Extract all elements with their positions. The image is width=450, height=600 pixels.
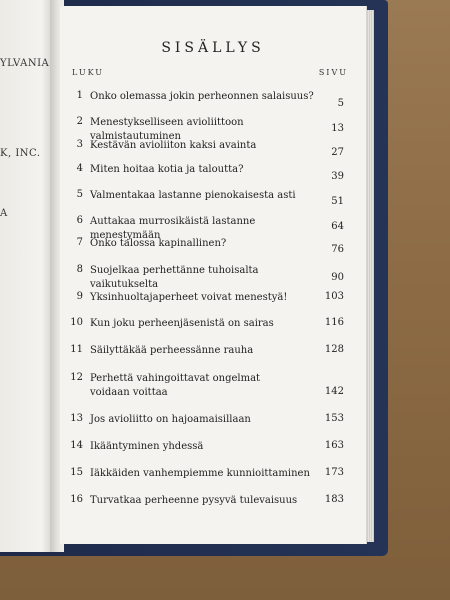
chapter-title: Menestykselliseen avioliittoon valmistautuminen — [90, 117, 244, 142]
left-page-fragment: A — [0, 208, 8, 219]
left-page-fragment: K, INC. — [0, 148, 41, 159]
chapter-number: 10 — [70, 317, 83, 328]
page-title: SISÄLLYS — [161, 40, 265, 56]
chapter-title: Säilyttäkää perheessänne rauha — [90, 345, 254, 356]
chapter-number: 16 — [70, 494, 83, 505]
page-number: 13 — [331, 123, 344, 134]
chapter-title: Onko talossa kapinallinen? — [90, 238, 227, 249]
page-edges — [366, 10, 374, 542]
chapter-title: Perhettä vahingoittavat ongelmat — [90, 373, 261, 384]
chapter-column-heading: LUKU — [72, 68, 105, 77]
chapter-number: 3 — [76, 139, 83, 150]
page-number: 173 — [324, 467, 344, 478]
chapter-title: Auttakaa murrosikäistä lastanne menestymään — [90, 216, 256, 241]
chapter-number: 11 — [70, 344, 83, 355]
chapter-number: 13 — [70, 413, 83, 424]
page-number: 183 — [324, 494, 344, 505]
chapter-title: Jos avioliitto on hajoamaisillaan — [90, 414, 251, 425]
chapter-number: 4 — [76, 163, 83, 174]
chapter-number: 12 — [70, 372, 83, 383]
chapter-number: 2 — [76, 116, 83, 127]
left-page — [0, 0, 52, 552]
page-number: 142 — [324, 386, 344, 397]
page-number: 90 — [331, 272, 344, 283]
chapter-title-continued: voidaan voittaa — [90, 387, 168, 398]
chapter-number: 5 — [76, 189, 83, 200]
chapter-title: Onko olemassa jokin perheonnen salaisuus? — [90, 91, 314, 102]
chapter-title: Ikääntyminen yhdessä — [90, 441, 204, 452]
page-number: 128 — [324, 344, 344, 355]
page-number: 153 — [324, 413, 344, 424]
page-number: 76 — [331, 244, 344, 255]
page-number: 103 — [324, 291, 344, 302]
contents-page — [60, 6, 367, 544]
chapter-title: Yksinhuoltajaperheet voivat menestyä! — [90, 292, 288, 303]
page-number: 27 — [331, 147, 344, 158]
page-number: 51 — [331, 196, 344, 207]
chapter-number: 9 — [76, 291, 83, 302]
chapter-title: Valmentakaa lastanne pienokaisesta asti — [90, 190, 296, 201]
chapter-title: Turvatkaa perheenne pysyvä tulevaisuus — [90, 495, 298, 506]
chapter-number: 15 — [70, 467, 83, 478]
chapter-title: Miten hoitaa kotia ja taloutta? — [90, 164, 244, 175]
left-page-fragment: YLVANIA — [0, 58, 50, 69]
page-number: 116 — [324, 317, 344, 328]
page-number: 64 — [331, 221, 344, 232]
page-number: 39 — [331, 171, 344, 182]
chapter-title: Kestävän avioliiton kaksi avainta — [90, 140, 257, 151]
page-column-heading: SIVU — [318, 68, 348, 77]
chapter-number: 8 — [76, 264, 83, 275]
chapter-title: Suojelkaa perhettänne tuhoisalta vaikutukselta — [90, 265, 259, 290]
chapter-title: Iäkkäiden vanhempiemme kunnioittaminen — [90, 468, 310, 479]
chapter-title: Kun joku perheenjäsenistä on sairas — [90, 318, 274, 329]
chapter-number: 1 — [76, 90, 83, 101]
chapter-number: 7 — [76, 237, 83, 248]
page-number: 5 — [337, 98, 344, 109]
chapter-number: 14 — [70, 440, 83, 451]
chapter-number: 6 — [76, 215, 83, 226]
page-number: 163 — [324, 440, 344, 451]
